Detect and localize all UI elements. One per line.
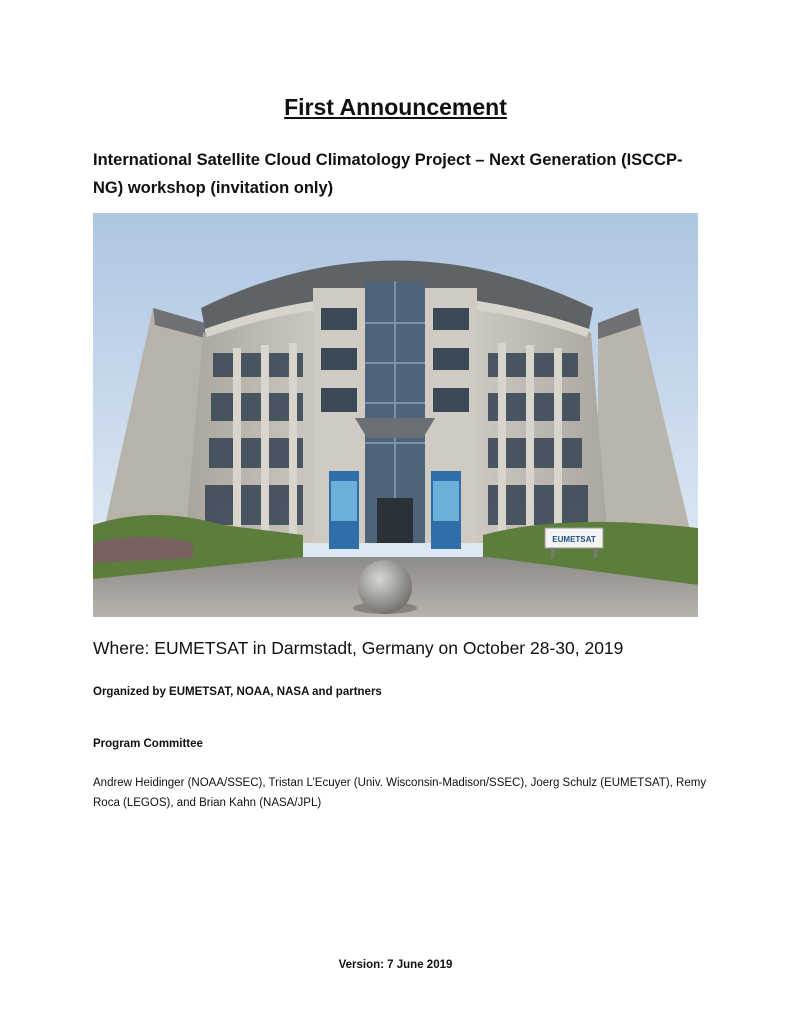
page-title: First Announcement (284, 94, 507, 120)
document-version: Version: 7 June 2019 (338, 959, 453, 971)
organizers: Organized by EUMETSAT, NOAA, NASA and partners (93, 686, 382, 698)
eumetsat-sign-label: EUMETSAT (552, 535, 596, 544)
workshop-subtitle: International Satellite Cloud Climatology Project – Next Generation (ISCCP-NG) workshop (invitation only) (93, 151, 683, 197)
eumetsat-building-photo (93, 213, 698, 617)
program-committee-heading: Program Committee (93, 738, 203, 750)
program-committee-members: Andrew Heidinger (NOAA/SSEC), Tristan L’Ecuyer (Univ. Wisconsin-Madison/SSEC), Joerg Schulz (EUMETSAT), Remy Roca (LEGOS), and Brian Kahn (NASA/JPL) (93, 777, 707, 809)
event-location-date: Where: EUMETSAT in Darmstadt, Germany on October 28-30, 2019 (93, 638, 624, 658)
